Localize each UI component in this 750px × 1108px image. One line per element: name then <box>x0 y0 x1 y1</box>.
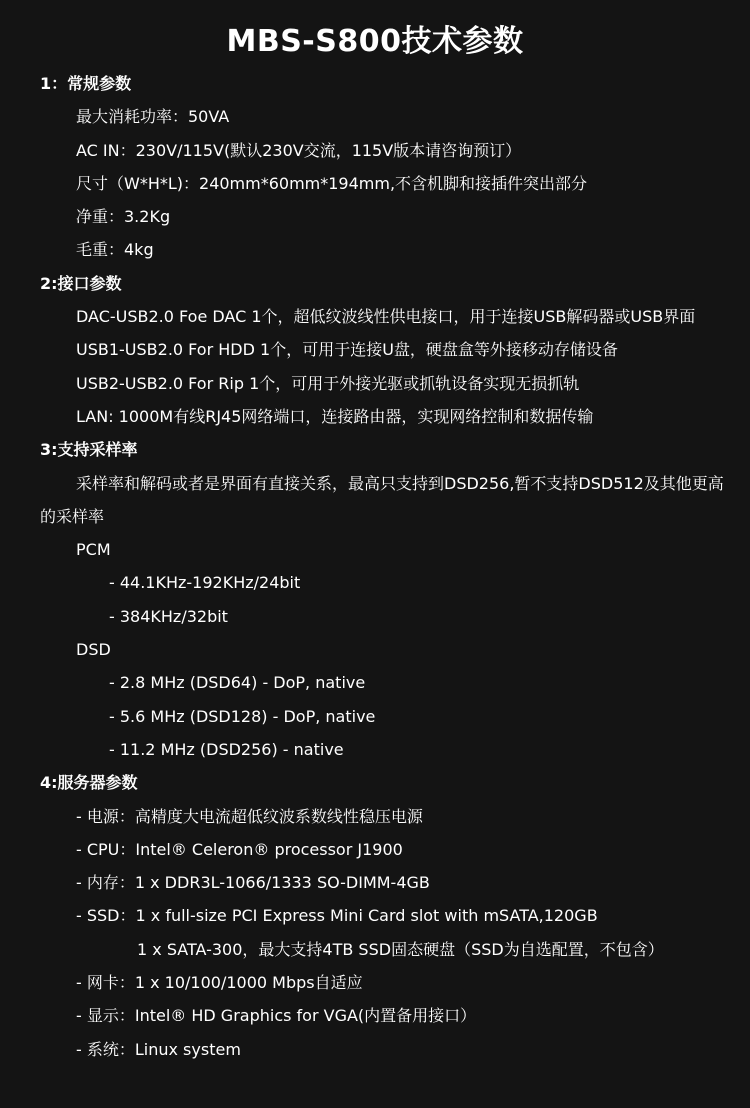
spec-item-ac-in: AC IN：230V/115V(默认230V交流，115V版本请咨询预订） <box>76 140 522 160</box>
spec-item-lan: LAN: 1000M有线RJ45网络端口，连接路由器，实现网络控制和数据传输 <box>76 406 594 426</box>
spec-item-dimensions: 尺寸（W*H*L)：240mm*60mm*194mm,不含机脚和接插件突出部分 <box>76 173 588 193</box>
page-title: MBS-S800技术参数 <box>226 24 524 59</box>
pcm-label: PCM <box>76 540 111 560</box>
spec-item-dac-usb: DAC-USB2.0 Foe DAC 1个，超低纹波线性供电接口，用于连接USB解码器或USB界面 <box>76 307 696 327</box>
spec-item-usb2: USB2-USB2.0 For Rip 1个，可用于外接光驱或抓轨设备实现无损抓轨 <box>76 373 580 393</box>
dsd-rate-item: - 11.2 MHz (DSD256) - native <box>109 739 344 759</box>
spec-item-sata: 1 x SATA-300，最大支持4TB SSD固态硬盘（SSD为自选配置，不包含） <box>137 939 664 959</box>
spec-item-os: - 系统：Linux system <box>76 1039 241 1059</box>
section-heading-interfaces: 2:接口参数 <box>40 273 122 293</box>
spec-item-psu: - 电源：高精度大电流超低纹波系数线性稳压电源 <box>76 806 423 826</box>
pcm-rate-item: - 384KHz/32bit <box>109 606 228 626</box>
spec-item-display: - 显示：Intel® HD Graphics for VGA(内置备用接口） <box>76 1006 477 1026</box>
spec-item-net-weight: 净重：3.2Kg <box>76 207 171 227</box>
spec-item-power: 最大消耗功率：50VA <box>76 107 230 127</box>
section-heading-general: 1：常规参数 <box>40 74 132 93</box>
spec-item-gross-weight: 毛重：4kg <box>76 240 154 260</box>
spec-item-network: - 网卡：1 x 10/100/1000 Mbps自适应 <box>76 973 363 993</box>
spec-item-ssd: - SSD：1 x full-size PCI Express Mini Card slot with mSATA,120GB <box>76 906 598 926</box>
dsd-rate-item: - 5.6 MHz (DSD128) - DoP, native <box>109 706 376 726</box>
section-heading-sample-rates: 3:支持采样率 <box>40 440 138 460</box>
pcm-rate-item: - 44.1KHz-192KHz/24bit <box>109 573 301 593</box>
section-heading-server: 4:服务器参数 <box>40 773 138 793</box>
sample-rate-description: 采样率和解码或者是界面有直接关系，最高只支持到DSD256,暂不支持DSD512及其他更高的采样率 <box>40 473 724 526</box>
spec-item-memory: - 内存：1 x DDR3L-1066/1333 SO-DIMM-4GB <box>76 873 430 893</box>
spec-item-usb1: USB1-USB2.0 For HDD 1个，可用于连接U盘，硬盘盒等外接移动存储设备 <box>76 340 618 360</box>
spec-content <box>10 67 740 1066</box>
dsd-rate-item: - 2.8 MHz (DSD64) - DoP, native <box>109 673 366 693</box>
dsd-label: DSD <box>76 640 111 660</box>
spec-item-cpu: - CPU：Intel® Celeron® processor J1900 <box>76 839 403 859</box>
